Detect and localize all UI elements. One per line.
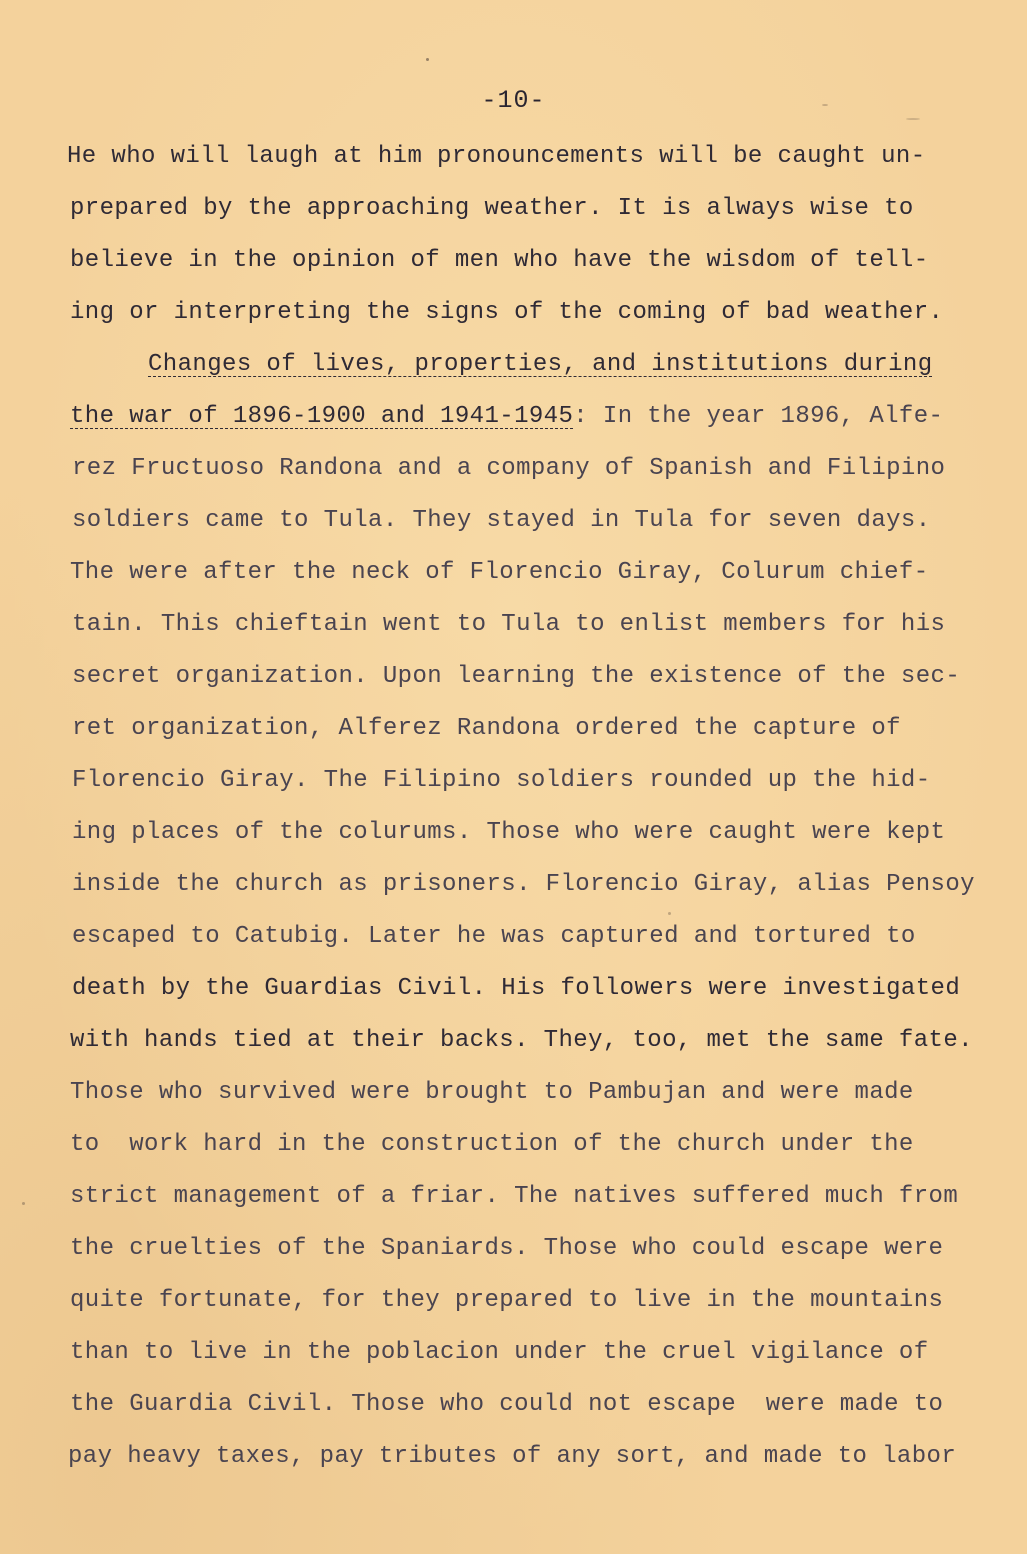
text-line-15: inside the church as prisoners. Florencio Giray, alias Pensoy xyxy=(72,871,975,898)
text-line-7: rez Fructuoso Randona and a company of Spanish and Filipino xyxy=(72,455,946,482)
text-line-20: to work hard in the construction of the church under the xyxy=(70,1131,914,1158)
paper-speck xyxy=(668,912,671,915)
text-line-4: ing or interpreting the signs of the coming of bad weather. xyxy=(70,299,944,326)
text-line-17: death by the Guardias Civil. His followers were investigated xyxy=(72,975,961,1002)
text-line-22: the cruelties of the Spaniards. Those who could escape were xyxy=(70,1235,944,1262)
section-heading-continued: the war of 1896-1900 and 1941-1945 xyxy=(70,403,574,430)
text-line-6: : In the year 1896, Alfe- xyxy=(573,403,944,430)
text-line-23: quite fortunate, for they prepared to live in the mountains xyxy=(70,1287,944,1314)
paper-speck xyxy=(906,118,920,120)
text-line-3: believe in the opinion of men who have the wisdom of tell- xyxy=(70,247,929,274)
section-heading-line-1: Changes of lives, properties, and institutions during xyxy=(148,351,933,378)
text-line-24: than to live in the poblacion under the cruel vigilance of xyxy=(70,1339,929,1366)
text-line-13: Florencio Giray. The Filipino soldiers rounded up the hid- xyxy=(72,767,931,794)
text-line-14: ing places of the colurums. Those who were caught were kept xyxy=(72,819,946,846)
paper-speck xyxy=(22,1202,25,1205)
text-line-8: soldiers came to Tula. They stayed in Tula for seven days. xyxy=(72,507,931,534)
text-line-1: He who will laugh at him pronouncements will be caught un- xyxy=(67,143,926,170)
text-line-26: pay heavy taxes, pay tributes of any sort, and made to labor xyxy=(68,1443,957,1470)
text-line-25: the Guardia Civil. Those who could not escape were made to xyxy=(70,1391,944,1418)
text-line-2: prepared by the approaching weather. It is always wise to xyxy=(70,195,914,222)
text-line-9: The were after the neck of Florencio Giray, Colurum chief- xyxy=(70,559,929,586)
text-line-19: Those who survived were brought to Pambujan and were made xyxy=(70,1079,914,1106)
text-line-16: escaped to Catubig. Later he was captured and tortured to xyxy=(72,923,916,950)
page-number: -10- xyxy=(481,86,546,115)
paper-speck xyxy=(822,104,828,106)
text-line-11: secret organization. Upon learning the existence of the sec- xyxy=(72,663,961,690)
paper-speck xyxy=(426,58,429,61)
text-line-12: ret organization, Alferez Randona ordered the capture of xyxy=(72,715,901,742)
text-line-18: with hands tied at their backs. They, too, met the same fate. xyxy=(70,1027,973,1054)
text-line-10: tain. This chieftain went to Tula to enlist members for his xyxy=(72,611,946,638)
text-line-21: strict management of a friar. The natives suffered much from xyxy=(70,1183,959,1210)
section-heading-line-2 xyxy=(70,402,1020,432)
